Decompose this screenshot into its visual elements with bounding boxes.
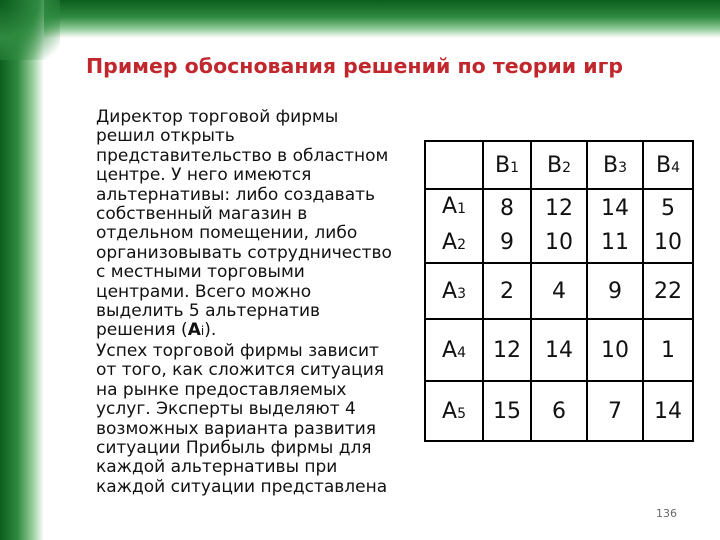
row-label-a1: A1 [442, 194, 466, 219]
table-row-a5 [425, 381, 693, 441]
cell-a1a2-b2: 12 10 [531, 189, 587, 263]
cell-a4-b1: 12 [483, 319, 531, 381]
column-header-b4: B4 [643, 141, 693, 189]
frame-top-band [0, 0, 720, 38]
cell-a4-b3: 10 [587, 319, 643, 381]
row-header-a1-a2 [425, 189, 483, 263]
table-row-a4 [425, 319, 693, 381]
cell-a5-b4: 14 [643, 381, 693, 441]
body-text-part2: ). [204, 320, 217, 341]
cell-a4-b2: 14 [531, 319, 587, 381]
frame-corner [0, 0, 60, 60]
slide-title: Пример обоснования решений по теории игр [86, 54, 624, 78]
row-header-a4: A4 [425, 319, 483, 381]
body-text-paragraph2: Успех торговой фирмы зависит от того, как сложится ситуация на рынке предоставляемых услуг. Эксперты выделяют 4 возможных варианта развития ситуации Прибыль фирмы для каждой альтернативы при каждой ситуации представлена [96, 340, 388, 497]
cell-a3-b4: 22 [643, 263, 693, 319]
cell-a5-b1: 15 [483, 381, 531, 441]
column-header-b3: B3 [587, 141, 643, 189]
cell-a1a2-b3: 14 11 [587, 189, 643, 263]
payoff-table [424, 140, 694, 442]
column-header-b1: B1 [483, 141, 531, 189]
table-header-row [425, 141, 693, 189]
column-header-b2: B2 [531, 141, 587, 189]
table-row-a3 [425, 263, 693, 319]
body-text-part1: Директор торговой фирмы решил открыть представительство в областном центре. У него имеются альтернативы: либо создавать собственный магазин в отдельном помещении, либо организовывать сотрудничество с местными торговыми центрами. Всего можно выделить 5 альтернатив решения ( [96, 108, 392, 341]
row-header-a3: A3 [425, 263, 483, 319]
cell-a3-b1: 2 [483, 263, 531, 319]
cell-a5-b3: 7 [587, 381, 643, 441]
cell-a1a2-b4: 5 10 [643, 189, 693, 263]
body-text-sub-i: i [200, 324, 205, 339]
cell-a3-b2: 4 [531, 263, 587, 319]
cell-a5-b2: 6 [531, 381, 587, 441]
table-corner-cell [425, 141, 483, 189]
frame-left-band [0, 0, 44, 540]
table-row-a1-a2 [425, 189, 693, 263]
cell-a4-b4: 1 [643, 319, 693, 381]
row-header-a5: A5 [425, 381, 483, 441]
row-label-a2: A2 [442, 230, 466, 255]
slide-body-text [96, 108, 401, 540]
body-text-bold-a: A [187, 320, 201, 341]
cell-a1a2-b1: 8 9 [483, 189, 531, 263]
page-number: 136 [656, 507, 677, 520]
cell-a3-b3: 9 [587, 263, 643, 319]
